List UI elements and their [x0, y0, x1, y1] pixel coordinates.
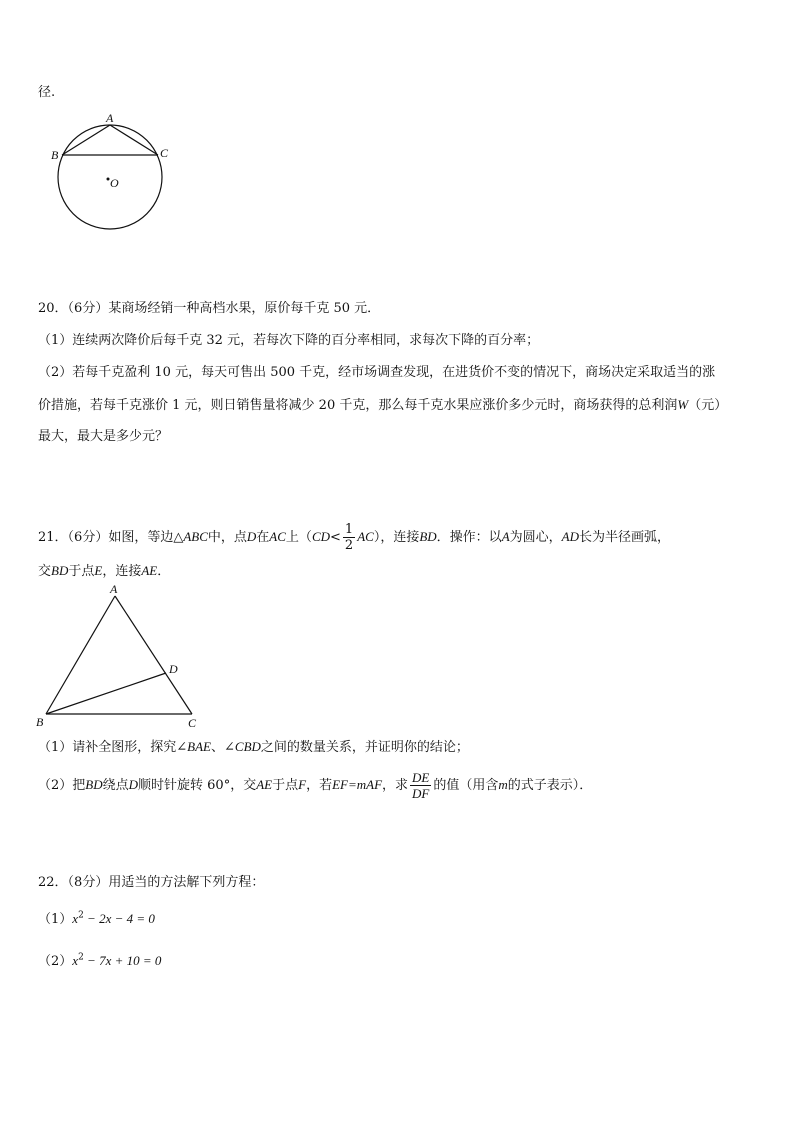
circle-figure [40, 110, 180, 235]
q21-p2-frac-den: DF [412, 786, 430, 801]
q21-lt: < [330, 530, 341, 545]
q22-e2-x: x [72, 953, 79, 968]
q21-frac-den: 2 [344, 538, 354, 553]
q22-head: 22．（8分）用适当的方法解下列方程： [38, 875, 265, 890]
chord-ab [62, 125, 110, 155]
side-ab [46, 596, 115, 714]
label-a: A [106, 111, 114, 125]
q20-head: 20．（6分）某商场经销一种高档水果，原价每千克 50 元． [38, 301, 381, 316]
label-b: B [51, 148, 59, 162]
q21-p2-ae: AE [256, 777, 273, 792]
q21-p2-fraction [410, 770, 431, 801]
label-d: D [169, 662, 178, 676]
q21-d: D [246, 529, 257, 544]
q21-head [38, 522, 670, 553]
q21-t1: 21．（6分）如图，等边△ [38, 530, 184, 545]
q20-part2-line2 [38, 396, 727, 415]
q22-e1-x: x [72, 911, 79, 926]
q21-l2-bd: BD [51, 563, 69, 578]
q21-part2 [38, 770, 592, 801]
q21-l2-t2: 于点 [68, 564, 95, 579]
q21-p1-bae: BAE [187, 739, 211, 754]
q21-p2-t5: ，若 [306, 778, 333, 793]
q21-p2-t3: 顺时针旋转 60°，交 [138, 778, 257, 793]
q21-line2 [38, 562, 170, 581]
q22-e2-label: （2） [38, 954, 73, 969]
q22-e1-label: （1） [38, 912, 73, 927]
q21-t7: 为圆心， [509, 530, 562, 545]
q22-e2-rest: − 7x + 10 = 0 [83, 953, 162, 968]
q21-p2-frac-num: DE [412, 770, 430, 785]
label-o: O [110, 176, 119, 190]
q21-t5: ），连接 [373, 530, 420, 545]
q22-eq1 [38, 910, 155, 929]
chord-ac [110, 125, 158, 155]
q21-p2-f: F [298, 777, 307, 792]
q21-l2-t3: ，连接 [102, 564, 142, 579]
q21-ad: AD [561, 529, 579, 544]
q21-frac-num: 1 [344, 522, 354, 537]
q21-fraction [343, 522, 355, 553]
q20-var-w: W [677, 397, 689, 412]
q21-ac: AC [269, 529, 286, 544]
q20-text-b: （元） [688, 398, 728, 413]
q21-p1-t3: 之间的数量关系，并证明你的结论； [260, 740, 469, 755]
q21-p2-t4: 于点 [272, 778, 299, 793]
q21-p2-t1: （2）把 [38, 778, 86, 793]
q21-abc: ABC [183, 529, 208, 544]
fragment-text: 径. [38, 85, 56, 100]
q21-part1 [38, 738, 469, 757]
label-c: C [188, 716, 197, 730]
q20-part1: （1）连续两次降价后每千克 32 元，若每次下降的百分率相同，求每次下降的百分率； [38, 333, 540, 348]
q22-e2-pow: 2 [78, 952, 84, 963]
q22-e1-pow: 2 [78, 910, 84, 921]
label-b: B [36, 715, 44, 729]
q21-p2-t6: ，求 [382, 778, 409, 793]
q21-t8: 长为半径画弧， [579, 530, 671, 545]
label-c: C [160, 146, 169, 160]
q21-p2-bd: BD [85, 777, 103, 792]
label-a: A [110, 582, 118, 596]
q21-p2-t8: 的式子表示）． [507, 778, 593, 793]
q21-p2-d: D [128, 777, 139, 792]
q21-p2-t2: 绕点 [102, 778, 129, 793]
q20-part2-line1: （2）若每千克盈利 10 元，每天可售出 500 千克，经市场调查发现，在进货价不变的情况下，商场决定采取适当的涨 [38, 365, 716, 380]
q21-p1-t2: 、∠ [211, 740, 235, 755]
q21-p1-t1: （1）请补全图形，探究∠ [38, 740, 188, 755]
q21-t2: 中，点 [207, 530, 247, 545]
q21-cd: CD [311, 529, 330, 544]
q21-l2-t4: ． [157, 564, 171, 579]
q21-p2-t7: 的值（用含 [433, 778, 499, 793]
q22-e1-rest: − 2x − 4 = 0 [83, 911, 155, 926]
q21-t3: 在 [256, 530, 270, 545]
side-ac [115, 596, 192, 714]
text-fragment [38, 84, 55, 102]
triangle-figure [30, 582, 210, 732]
q21-p1-cbd: CBD [234, 739, 261, 754]
q21-p2-m: m [498, 777, 508, 792]
q21-l2-e: E [94, 563, 103, 578]
q21-ac2: AC [357, 529, 374, 544]
q22-eq2 [38, 952, 161, 971]
q21-l2-t1: 交 [38, 564, 52, 579]
q21-a: A [501, 529, 510, 544]
q21-l2-ae: AE [141, 563, 158, 578]
q21-p2-eq: EF=mAF [332, 777, 383, 792]
q21-bd: BD [419, 529, 437, 544]
q21-t6: ．操作：以 [436, 530, 502, 545]
q20-text-a: 价措施，若每千克涨价 1 元，则日销售量将减少 20 千克，那么每千克水果应涨价多少元时，商场获得的总利润 [38, 398, 678, 413]
segment-bd [46, 673, 166, 714]
q21-t4: 上（ [285, 530, 312, 545]
q20-part2-line3: 最大，最大是多少元？ [38, 429, 169, 444]
